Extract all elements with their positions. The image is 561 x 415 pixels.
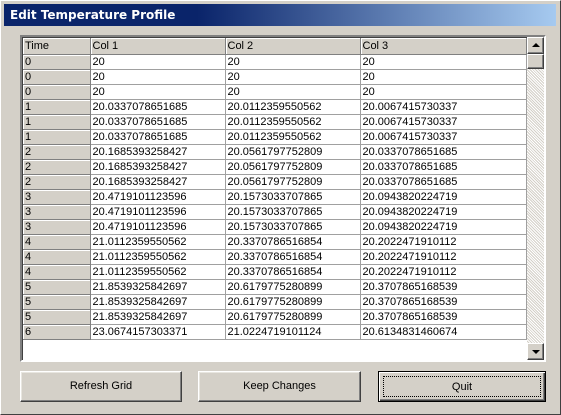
row-header-time[interactable]: 1 bbox=[23, 129, 90, 144]
table-row bbox=[23, 84, 526, 99]
row-header-time[interactable]: 3 bbox=[23, 204, 90, 219]
row-header-time[interactable]: 1 bbox=[23, 114, 90, 129]
grid-cell-col-3[interactable]: 20 bbox=[360, 54, 526, 69]
table-row bbox=[23, 204, 526, 219]
grid-cell-col-1[interactable]: 20.4719101123596 bbox=[90, 204, 225, 219]
row-header-time[interactable]: 4 bbox=[23, 264, 90, 279]
scroll-up-button[interactable] bbox=[527, 37, 544, 54]
row-header-time[interactable]: 3 bbox=[23, 219, 90, 234]
row-header-time[interactable]: 0 bbox=[23, 84, 90, 99]
column-header-col-1[interactable]: Col 1 bbox=[90, 38, 225, 54]
grid-cell-col-3[interactable]: 20.6134831460674 bbox=[360, 324, 526, 339]
grid-cell-col-1[interactable]: 21.0112359550562 bbox=[90, 264, 225, 279]
table-row bbox=[23, 249, 526, 264]
grid-cell-col-3[interactable]: 20.3707865168539 bbox=[360, 294, 526, 309]
row-header-time[interactable]: 5 bbox=[23, 309, 90, 324]
grid-header-row bbox=[23, 38, 526, 54]
table-row bbox=[23, 264, 526, 279]
table-row bbox=[23, 144, 526, 159]
grid-cell-col-1[interactable]: 21.0112359550562 bbox=[90, 234, 225, 249]
grid-cell-col-1[interactable]: 20 bbox=[90, 54, 225, 69]
grid-cell-col-1[interactable]: 21.8539325842697 bbox=[90, 279, 225, 294]
grid-cell-col-2[interactable]: 20.3370786516854 bbox=[225, 264, 360, 279]
grid-cell-col-2[interactable]: 20 bbox=[225, 69, 360, 84]
column-header-col-2[interactable]: Col 2 bbox=[225, 38, 360, 54]
grid-cell-col-2[interactable]: 20.0561797752809 bbox=[225, 144, 360, 159]
grid-cell-col-1[interactable]: 20.1685393258427 bbox=[90, 144, 225, 159]
table-row bbox=[23, 114, 526, 129]
table-row bbox=[23, 219, 526, 234]
grid-cell-col-3[interactable]: 20 bbox=[360, 69, 526, 84]
grid-cell-col-1[interactable]: 20.0337078651685 bbox=[90, 129, 225, 144]
grid-cell-col-2[interactable]: 20.1573033707865 bbox=[225, 204, 360, 219]
row-header-time[interactable]: 6 bbox=[23, 324, 90, 339]
grid-cell-col-2[interactable]: 20 bbox=[225, 54, 360, 69]
row-header-time[interactable]: 2 bbox=[23, 159, 90, 174]
window-title: Edit Temperature Profile bbox=[4, 4, 556, 26]
grid-cell-col-3[interactable]: 20.3707865168539 bbox=[360, 309, 526, 324]
grid-cell-col-2[interactable]: 20 bbox=[225, 84, 360, 99]
row-header-time[interactable]: 0 bbox=[23, 54, 90, 69]
grid-cell-col-3[interactable]: 20.0067415730337 bbox=[360, 114, 526, 129]
row-header-time[interactable]: 4 bbox=[23, 234, 90, 249]
grid-cell-col-1[interactable]: 20.1685393258427 bbox=[90, 174, 225, 189]
row-header-time[interactable]: 0 bbox=[23, 69, 90, 84]
row-header-time[interactable]: 2 bbox=[23, 174, 90, 189]
grid-cell-col-1[interactable]: 20 bbox=[90, 84, 225, 99]
grid-cell-col-3[interactable]: 20.2022471910112 bbox=[360, 264, 526, 279]
row-header-time[interactable]: 5 bbox=[23, 279, 90, 294]
grid-cell-col-3[interactable]: 20.2022471910112 bbox=[360, 234, 526, 249]
row-header-time[interactable]: 2 bbox=[23, 144, 90, 159]
row-header-time[interactable]: 3 bbox=[23, 189, 90, 204]
grid-cell-col-2[interactable]: 20.6179775280899 bbox=[225, 279, 360, 294]
table-row bbox=[23, 69, 526, 84]
table-row bbox=[23, 129, 526, 144]
grid-cell-col-1[interactable]: 21.8539325842697 bbox=[90, 309, 225, 324]
grid-cell-col-1[interactable]: 20.4719101123596 bbox=[90, 219, 225, 234]
grid-cell-col-2[interactable]: 20.3370786516854 bbox=[225, 249, 360, 264]
grid-cell-col-3[interactable]: 20.0943820224719 bbox=[360, 189, 526, 204]
grid-cell-col-2[interactable]: 20.3370786516854 bbox=[225, 234, 360, 249]
grid-cell-col-2[interactable]: 20.0112359550562 bbox=[225, 129, 360, 144]
row-header-time[interactable]: 1 bbox=[23, 99, 90, 114]
scroll-down-button[interactable] bbox=[527, 343, 544, 360]
grid-cell-col-2[interactable]: 20.1573033707865 bbox=[225, 189, 360, 204]
grid-cell-col-3[interactable]: 20.3707865168539 bbox=[360, 279, 526, 294]
column-header-col-3[interactable]: Col 3 bbox=[360, 38, 526, 54]
grid-cell-col-1[interactable]: 20.4719101123596 bbox=[90, 189, 225, 204]
table-row bbox=[23, 294, 526, 309]
grid-cell-col-3[interactable]: 20.0337078651685 bbox=[360, 174, 526, 189]
grid-cell-col-3[interactable]: 20.0337078651685 bbox=[360, 159, 526, 174]
refresh-grid-button[interactable]: Refresh Grid bbox=[20, 371, 182, 402]
scroll-thumb[interactable] bbox=[527, 54, 544, 69]
table-row bbox=[23, 99, 526, 114]
grid-cell-col-3[interactable]: 20.0067415730337 bbox=[360, 129, 526, 144]
row-header-time[interactable]: 4 bbox=[23, 249, 90, 264]
arrow-up-icon bbox=[532, 43, 540, 47]
vertical-scrollbar[interactable] bbox=[527, 37, 544, 360]
grid-cell-col-1[interactable]: 20.1685393258427 bbox=[90, 159, 225, 174]
column-header-time[interactable]: Time bbox=[23, 38, 90, 54]
table-row bbox=[23, 279, 526, 294]
grid-cell-col-2[interactable]: 20.0112359550562 bbox=[225, 99, 360, 114]
table-row bbox=[23, 309, 526, 324]
grid-cell-col-2[interactable]: 20.0561797752809 bbox=[225, 174, 360, 189]
keep-changes-button[interactable]: Keep Changes bbox=[198, 371, 361, 402]
grid-cell-col-1[interactable]: 21.0112359550562 bbox=[90, 249, 225, 264]
grid-cell-col-3[interactable]: 20.0337078651685 bbox=[360, 144, 526, 159]
table-row bbox=[23, 234, 526, 249]
table-row bbox=[23, 174, 526, 189]
grid-cell-col-2[interactable]: 20.6179775280899 bbox=[225, 294, 360, 309]
grid-cell-col-3[interactable]: 20.2022471910112 bbox=[360, 249, 526, 264]
table-row bbox=[23, 189, 526, 204]
grid-cell-col-3[interactable]: 20.0067415730337 bbox=[360, 99, 526, 114]
grid-cell-col-1[interactable]: 20 bbox=[90, 69, 225, 84]
table-row bbox=[23, 54, 526, 69]
temperature-grid[interactable] bbox=[20, 35, 546, 362]
grid-cell-col-3[interactable]: 20.0943820224719 bbox=[360, 219, 526, 234]
table-row bbox=[23, 324, 526, 339]
grid-cell-col-3[interactable]: 20.0943820224719 bbox=[360, 204, 526, 219]
grid-cell-col-2[interactable]: 20.1573033707865 bbox=[225, 219, 360, 234]
quit-button[interactable] bbox=[378, 371, 546, 402]
table-row bbox=[23, 159, 526, 174]
grid-cell-col-1[interactable]: 20.0337078651685 bbox=[90, 114, 225, 129]
grid-cell-col-2[interactable]: 20.0561797752809 bbox=[225, 159, 360, 174]
arrow-down-icon bbox=[532, 350, 540, 354]
grid-cell-col-1[interactable]: 23.0674157303371 bbox=[90, 324, 225, 339]
grid-table bbox=[23, 38, 527, 340]
grid-cell-col-2[interactable]: 20.0112359550562 bbox=[225, 114, 360, 129]
grid-cell-col-1[interactable]: 21.8539325842697 bbox=[90, 294, 225, 309]
grid-cell-col-2[interactable]: 21.0224719101124 bbox=[225, 324, 360, 339]
quit-button-label: Quit bbox=[383, 376, 541, 397]
grid-cell-col-2[interactable]: 20.6179775280899 bbox=[225, 309, 360, 324]
grid-cell-col-3[interactable]: 20 bbox=[360, 84, 526, 99]
grid-cell-col-1[interactable]: 20.0337078651685 bbox=[90, 99, 225, 114]
row-header-time[interactable]: 5 bbox=[23, 294, 90, 309]
